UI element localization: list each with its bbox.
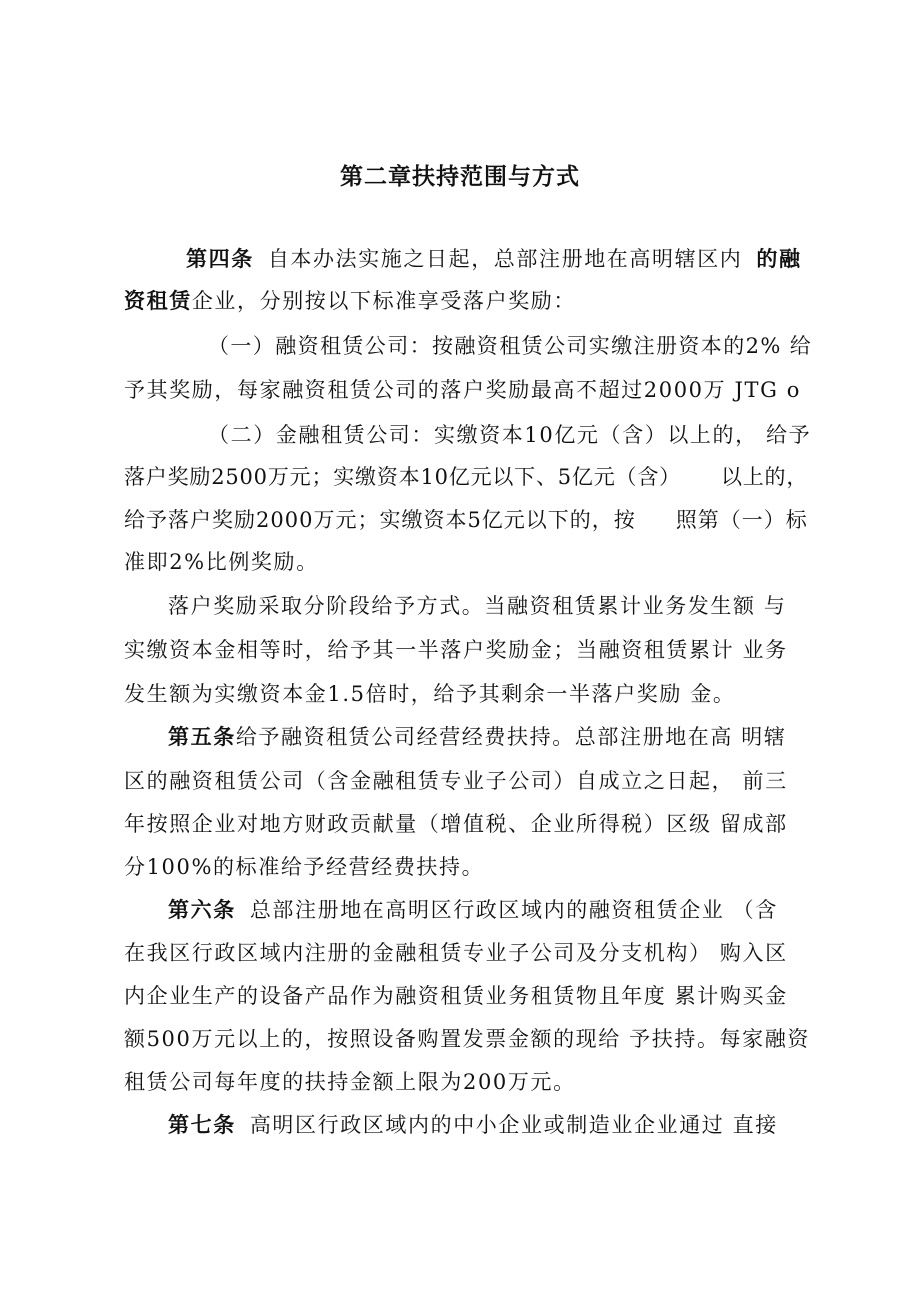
article6-heading: 第六条 <box>168 898 236 922</box>
article5-line2: 区的融资租赁公司（含金融租赁专业子公司）自成立之日起， 前三 <box>124 769 788 793</box>
article4-line2-bold-head: 资租赁 <box>124 289 192 313</box>
article6-line1-text: 总部注册地在高明区行政区域内的融资租赁企业 （含 <box>249 898 778 922</box>
article5-line1-text: 给予融资租赁公司经营经费扶持。总部注册地在高 明辖 <box>235 725 787 749</box>
article4-item2-line2a: 落户奖励2500万元；实缴资本10亿元以下、5亿元（含） <box>124 465 681 489</box>
article6-line4: 额500万元以上的，按照设备购置发票金额的现给 予扶持。每家融资 <box>124 1027 810 1051</box>
article6-line1 <box>168 895 778 925</box>
article6-line3: 内企业生产的设备产品作为融资租赁业务租赁物且年度 累计购买金 <box>124 984 788 1008</box>
article4-line2 <box>124 286 576 316</box>
article4-para-line1: 落户奖励采取分阶段给予方式。当融资租赁累计业务发生额 与 <box>168 594 787 618</box>
article4-item1-line2: 予其奖励，每家融资租赁公司的落户奖励最高不超过2000万 JTG o <box>124 378 802 402</box>
article7-line1 <box>168 1110 778 1140</box>
article4-item2-line1: （二）金融租赁公司：实缴资本10亿元（含）以上的， 给予 <box>208 423 812 447</box>
article4-line2-text: 企业，分别按以下标准享受落户奖励： <box>191 289 577 313</box>
article4-line1-bold-tail: 的融 <box>756 247 802 271</box>
article4-para-line2: 实缴资本金相等时，给予其一半落户奖励金；当融资租赁累计 业务 <box>124 638 788 662</box>
article4-item1-line1: （一）融资租赁公司：按融资租赁公司实缴注册资本的2% 给 <box>208 334 813 358</box>
article4-item2-line2b: 以上的， <box>720 465 809 489</box>
article4-item2-line2 <box>124 462 808 492</box>
article4-item2-line4: 准即2%比例奖励。 <box>124 550 319 574</box>
article4-item2-line3 <box>124 505 808 535</box>
article6-line5: 租赁公司每年度的扶持金额上限为200万元。 <box>124 1070 576 1094</box>
article5-line1 <box>168 722 787 752</box>
chapter-title: 第二章扶持范围与方式 <box>340 164 580 190</box>
article7-line1-text: 高明区行政区域内的中小企业或制造业企业通过 直接 <box>249 1113 778 1137</box>
article5-line3: 年按照企业对地方财政贡献量（增值税、企业所得税）区级 留成部 <box>124 812 788 836</box>
article4-para-line3: 发生额为实缴资本金1.5倍时，给予其剩余一半落户奖励 金。 <box>124 682 736 706</box>
article4-item2-line3b: 照第（一）标 <box>675 508 808 532</box>
article4-item2-line3a: 给予落户奖励2000万元；实缴资本5亿元以下的，按 <box>124 508 636 532</box>
article4-heading: 第四条 <box>186 247 254 271</box>
article5-line4: 分100%的标准给予经营经费扶持。 <box>124 855 485 879</box>
article6-line2: 在我区行政区域内注册的金融租赁专业子公司及分支机构） 购入区 <box>124 941 788 965</box>
article7-heading: 第七条 <box>168 1113 236 1137</box>
article5-heading: 第五条 <box>168 725 236 749</box>
article4-line1 <box>186 244 802 274</box>
article4-line1-text: 自本办法实施之日起，总部注册地在高明辖区内 <box>267 247 743 271</box>
